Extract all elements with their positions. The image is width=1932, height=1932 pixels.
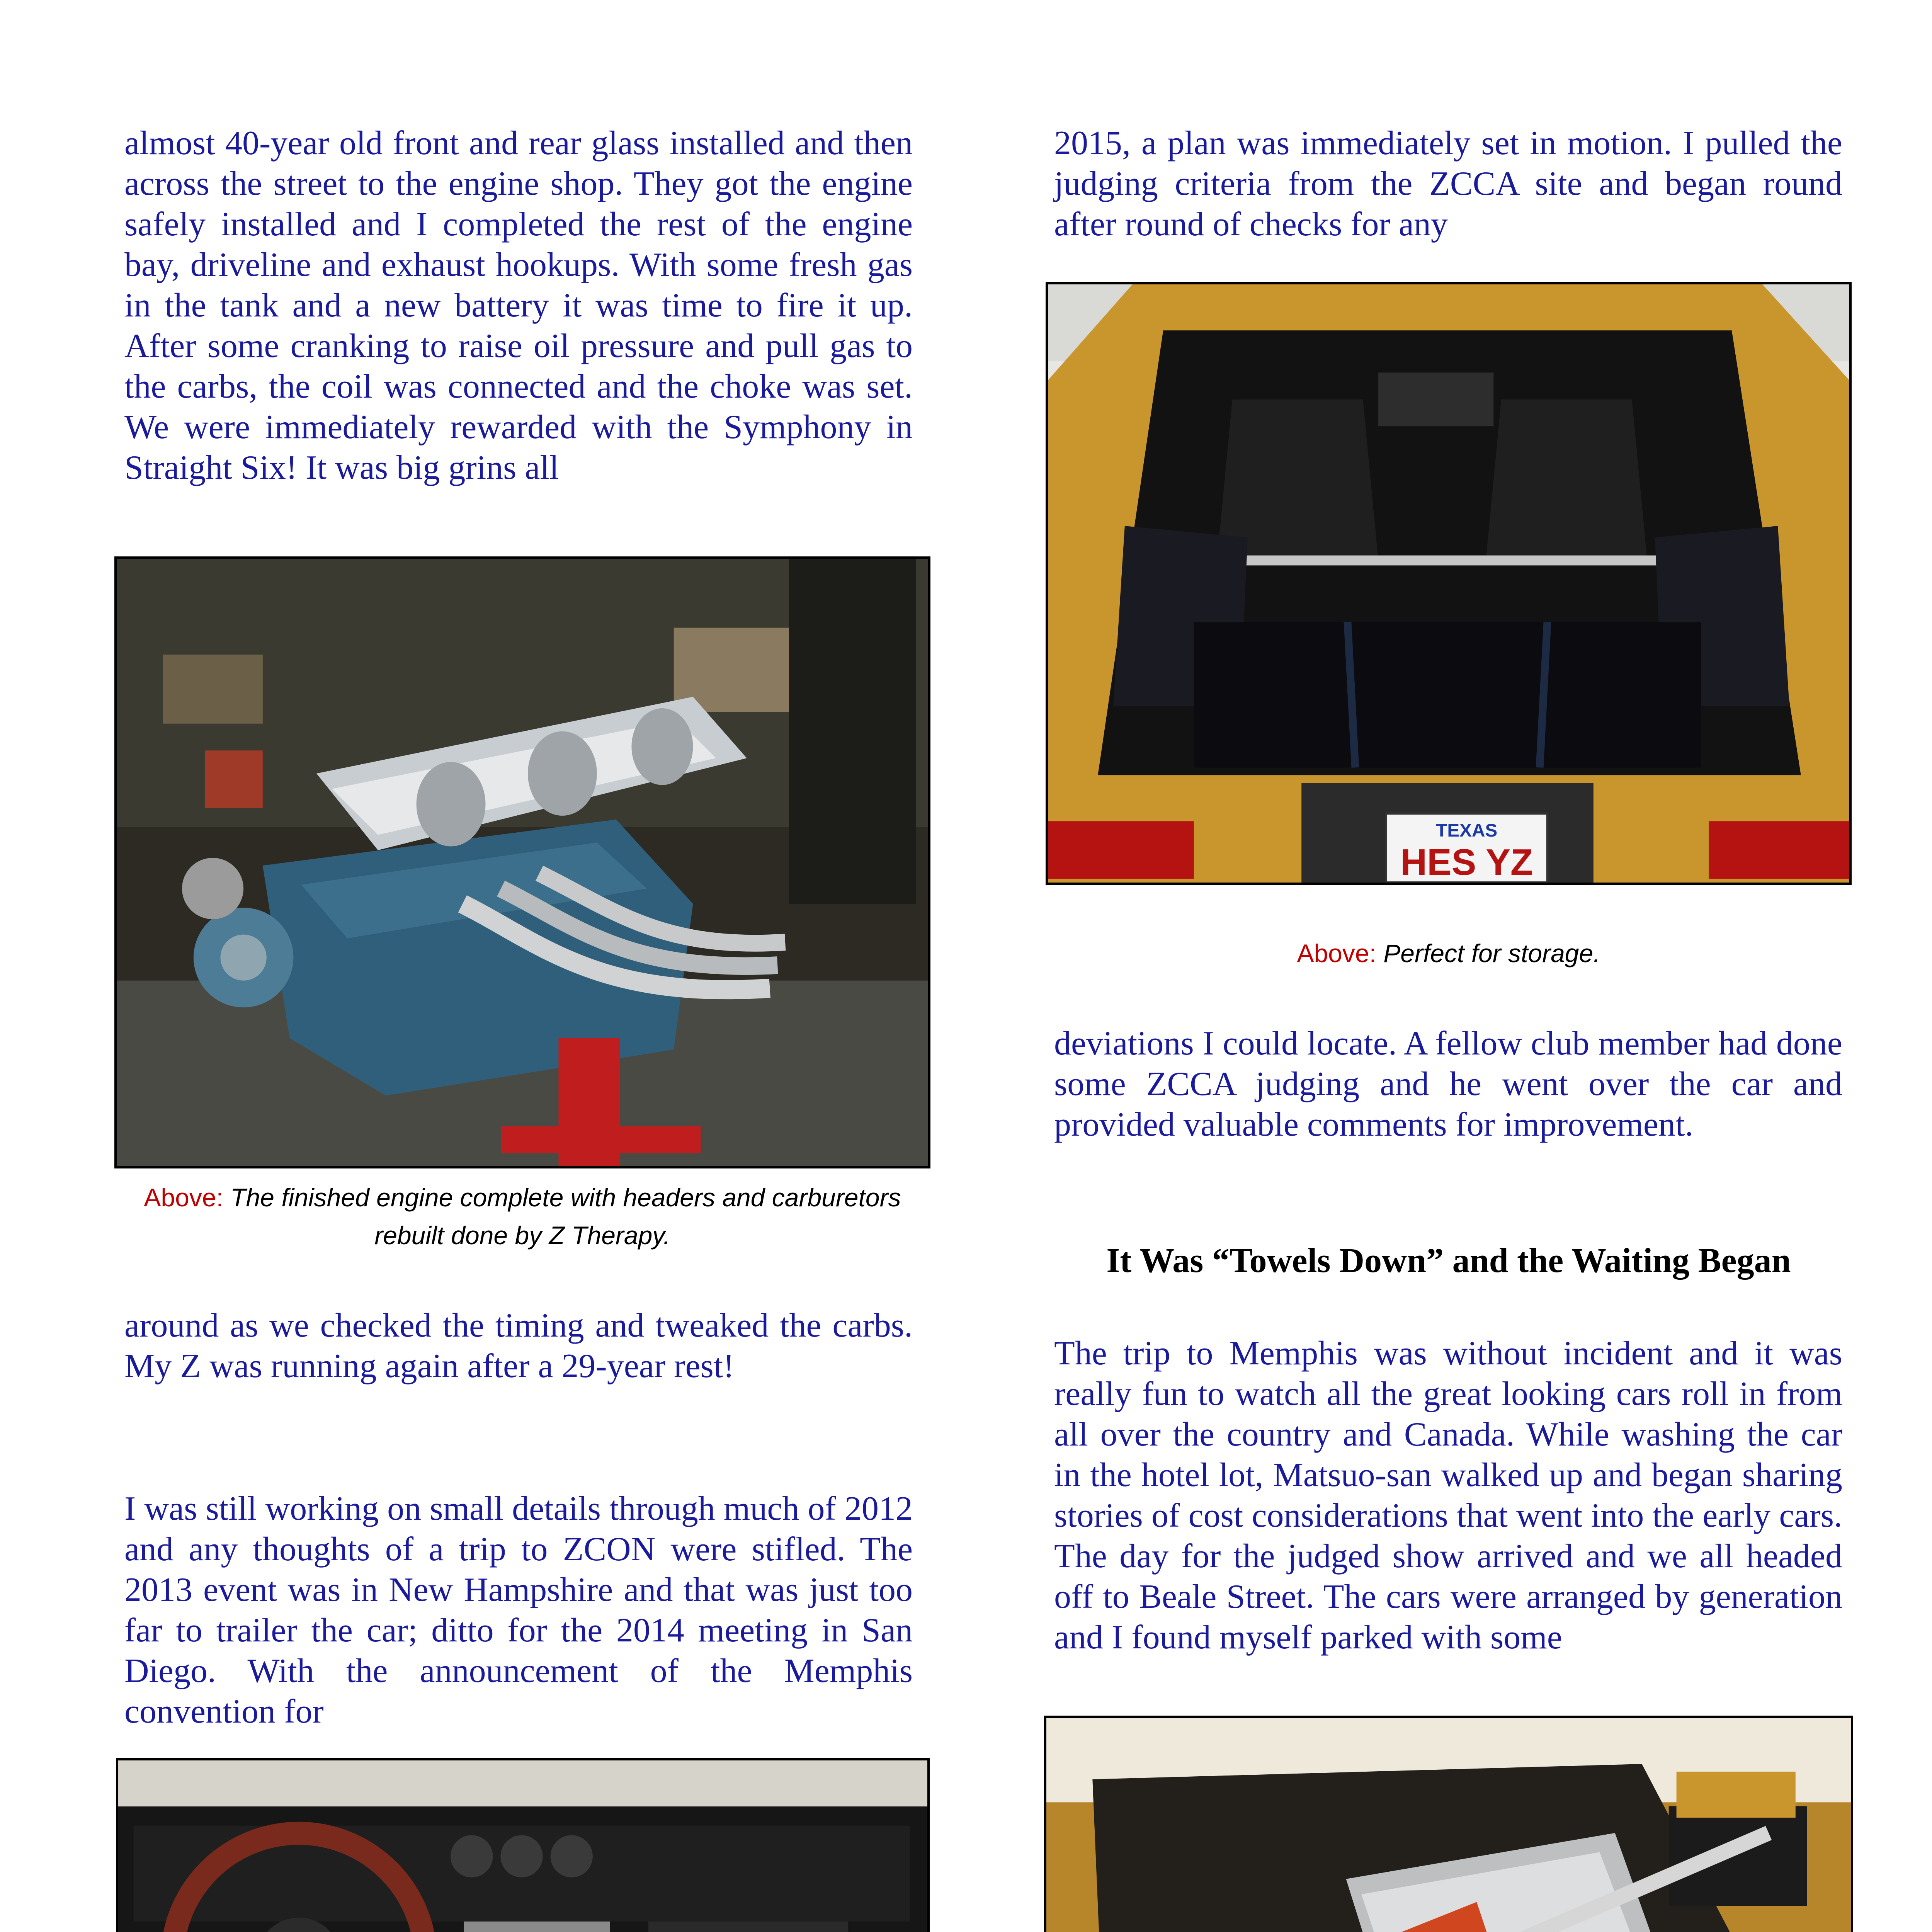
left-paragraph-2: around as we checked the timing and tweaked the carbs. My Z was running again after a 29-year rest! [124, 1307, 913, 1385]
engine-bay-photo [1044, 1716, 1853, 1932]
storage-photo-caption [1046, 934, 1852, 972]
caption-label: Above: [1297, 939, 1376, 968]
right-paragraph-3: The trip to Memphis was without incident and it was really fun to watch all the great looking cars roll in from all over the country and Canada. While washing the car in the hotel lot, Matsuo-san walked up and began sharing stories of cost considerations that went into the early cars. The day for the judged show arrived and we all headed off to Beale Street. The cars were arranged by generation and I found myself parked with some [1054, 1335, 1842, 1656]
right-paragraph-2: deviations I could locate. A fellow club member had done some ZCCA judging and he went over the car and provided valuable comments for improvement. [1054, 1025, 1842, 1143]
left-paragraph-3: I was still working on small details through much of 2012 and any thoughts of a trip to ZCON were stifled. The 2013 event was in New Hampshire and that was just too far to trailer the car; ditto for the 2014 meeting in San Diego. With the announcement of the Memphis convention for [124, 1490, 913, 1730]
rear-hatch-photo [1046, 282, 1852, 885]
left-paragraph-1: almost 40-year old front and rear glass installed and then across the street to the engine shop. They got the engine safely installed and I completed the rest of the engine bay, driveline and exhaust hookups. With some fresh gas in the tank and a new battery it was time to fire it up. After some cranking to raise oil pressure and pull gas to the carbs, the coil was connected and the choke was set. We were immediately rewarded with the Symphony in Straight Six! It was big grins all [124, 124, 913, 486]
engine-photo-caption [114, 1179, 930, 1254]
engine-on-stand-photo [114, 556, 930, 1168]
caption-text: The finished engine complete with headers and carburetors rebuilt done by Z Therapy. [230, 1183, 901, 1250]
plate-number: HES YZ [1400, 842, 1533, 883]
right-paragraph-1: 2015, a plan was immediately set in motion. I pulled the judging criteria from the ZCCA site and began round after round of checks for any [1054, 124, 1842, 243]
caption-label: Above: [144, 1183, 223, 1212]
section-heading: It Was “Towels Down” and the Waiting Began [1106, 1242, 1791, 1280]
plate-state: TEXAS [1436, 820, 1498, 841]
interior-photo [116, 1758, 930, 1932]
caption-text: Perfect for storage. [1383, 939, 1600, 968]
